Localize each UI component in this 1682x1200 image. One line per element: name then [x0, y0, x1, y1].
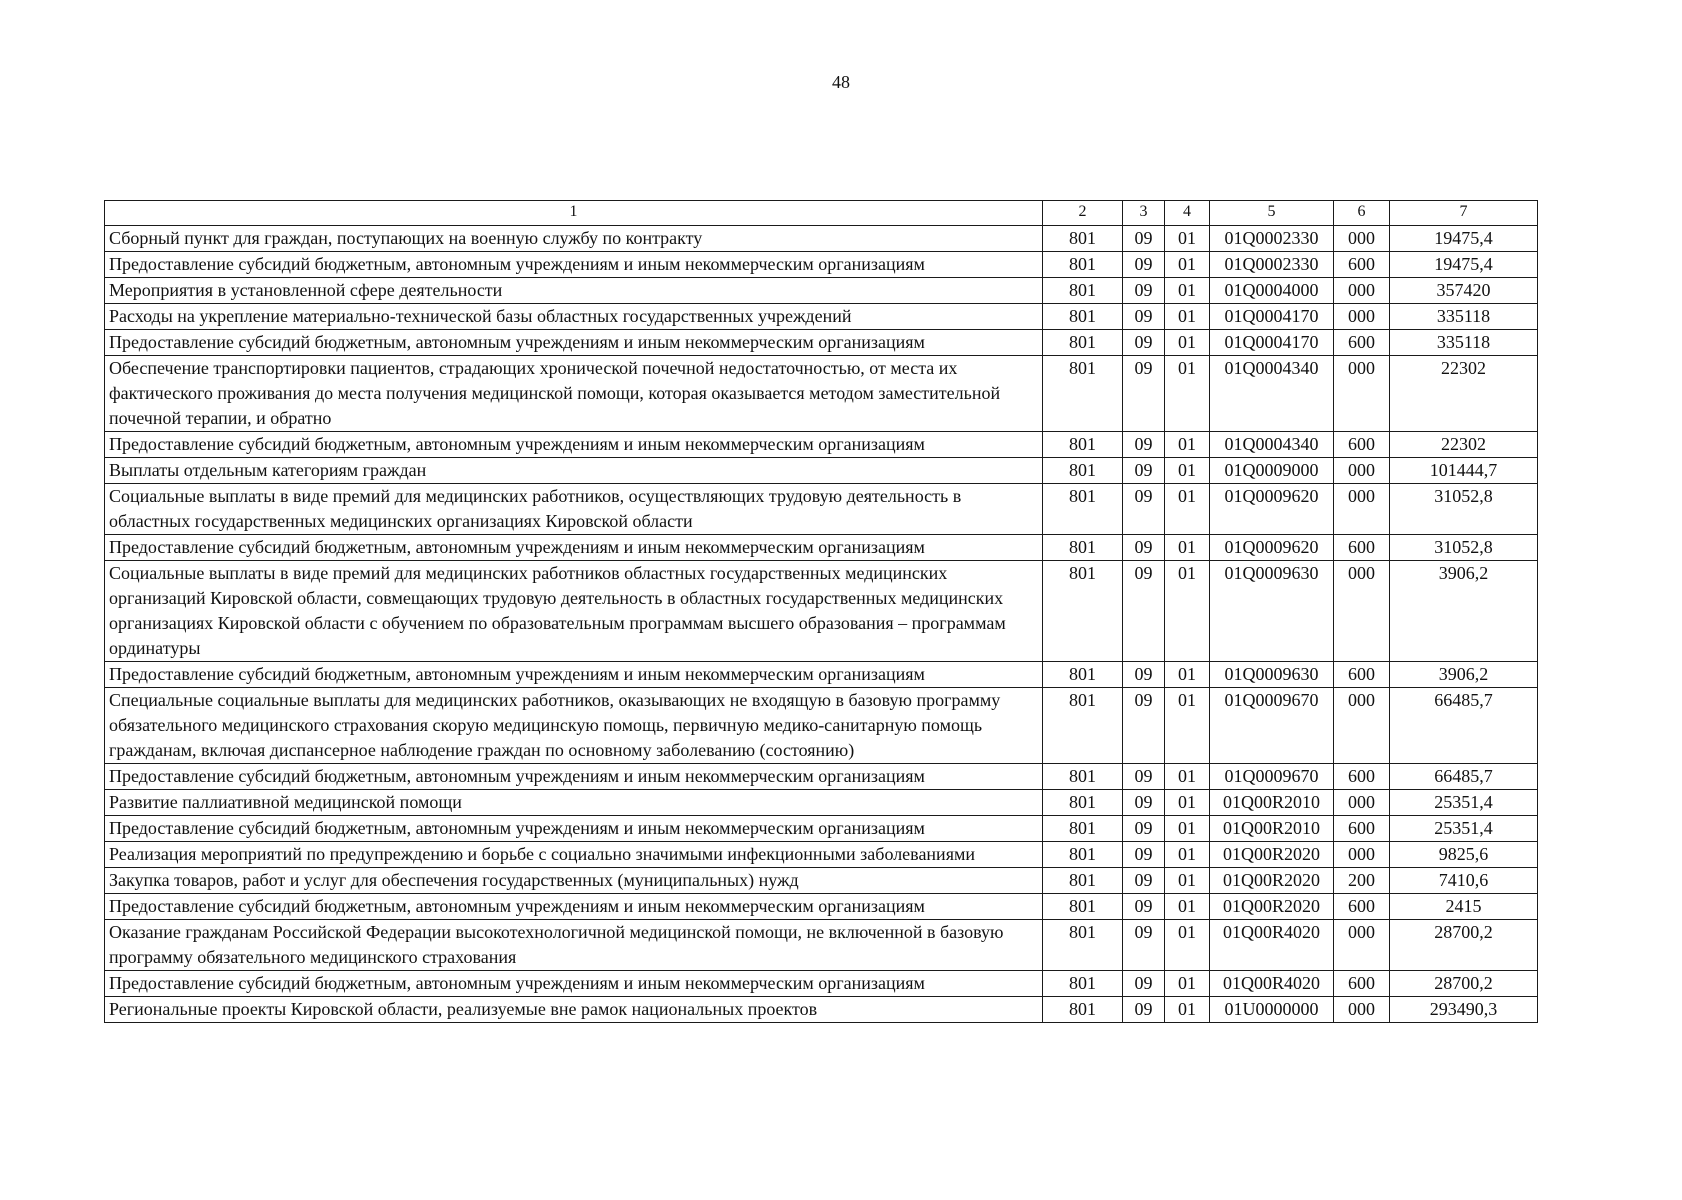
row-col-4: 01 — [1165, 356, 1210, 432]
row-name: Социальные выплаты в виде премий для медицинских работников, осуществляющих трудовую деятельность в областных государственных медицинских организациях Кировской области — [105, 484, 1043, 535]
row-col-2: 801 — [1043, 920, 1123, 971]
row-amount: 9825,6 — [1390, 842, 1538, 868]
row-col-3: 09 — [1123, 484, 1165, 535]
row-col-6: 000 — [1334, 920, 1390, 971]
row-name: Специальные социальные выплаты для медицинских работников, оказывающих не входящую в базовую программу обязательного медицинского страхования скорую медицинскую помощь, первичную медико-санитарную помощь гражданам, включая диспансерное наблюдение граждан по основному заболеванию (состоянию) — [105, 688, 1043, 764]
row-col-3: 09 — [1123, 561, 1165, 662]
row-col-6: 000 — [1334, 226, 1390, 252]
row-amount: 25351,4 — [1390, 790, 1538, 816]
table-row — [105, 868, 1538, 894]
row-col-6: 000 — [1334, 458, 1390, 484]
header-col-5: 5 — [1210, 201, 1334, 226]
row-col-5: 01Q0009670 — [1210, 764, 1334, 790]
row-col-5: 01Q0002330 — [1210, 252, 1334, 278]
row-name: Предоставление субсидий бюджетным, автономным учреждениям и иным некоммерческим организациям — [105, 330, 1043, 356]
row-col-6: 600 — [1334, 894, 1390, 920]
row-col-5: 01Q0009630 — [1210, 561, 1334, 662]
row-col-2: 801 — [1043, 356, 1123, 432]
row-col-4: 01 — [1165, 278, 1210, 304]
row-col-4: 01 — [1165, 458, 1210, 484]
table-body — [105, 226, 1538, 1023]
row-amount: 22302 — [1390, 432, 1538, 458]
header-col-3: 3 — [1123, 201, 1165, 226]
row-amount: 31052,8 — [1390, 535, 1538, 561]
row-col-2: 801 — [1043, 458, 1123, 484]
header-col-4: 4 — [1165, 201, 1210, 226]
row-col-5: 01Q0004000 — [1210, 278, 1334, 304]
row-name: Выплаты отдельным категориям граждан — [105, 458, 1043, 484]
header-row — [105, 201, 1538, 226]
table-header — [105, 201, 1538, 226]
header-col-2: 2 — [1043, 201, 1123, 226]
table-row — [105, 997, 1538, 1023]
row-col-2: 801 — [1043, 304, 1123, 330]
row-col-4: 01 — [1165, 894, 1210, 920]
row-col-3: 09 — [1123, 971, 1165, 997]
row-col-5: 01Q00R2010 — [1210, 816, 1334, 842]
row-amount: 357420 — [1390, 278, 1538, 304]
row-col-5: 01Q00R4020 — [1210, 971, 1334, 997]
row-name: Предоставление субсидий бюджетным, автономным учреждениям и иным некоммерческим организациям — [105, 971, 1043, 997]
row-col-5: 01Q0004340 — [1210, 432, 1334, 458]
row-col-6: 000 — [1334, 278, 1390, 304]
row-col-6: 000 — [1334, 484, 1390, 535]
row-col-2: 801 — [1043, 226, 1123, 252]
table-row — [105, 764, 1538, 790]
row-col-6: 600 — [1334, 535, 1390, 561]
row-col-5: 01Q0009670 — [1210, 688, 1334, 764]
table-row — [105, 535, 1538, 561]
row-col-6: 200 — [1334, 868, 1390, 894]
row-name: Предоставление субсидий бюджетным, автономным учреждениям и иным некоммерческим организациям — [105, 894, 1043, 920]
row-amount: 3906,2 — [1390, 561, 1538, 662]
row-col-5: 01Q00R4020 — [1210, 920, 1334, 971]
row-col-3: 09 — [1123, 842, 1165, 868]
row-col-3: 09 — [1123, 920, 1165, 971]
table-row — [105, 842, 1538, 868]
row-col-3: 09 — [1123, 278, 1165, 304]
row-col-3: 09 — [1123, 304, 1165, 330]
row-col-4: 01 — [1165, 997, 1210, 1023]
row-col-2: 801 — [1043, 790, 1123, 816]
row-col-6: 000 — [1334, 304, 1390, 330]
row-col-2: 801 — [1043, 330, 1123, 356]
page-number: 48 — [832, 72, 850, 92]
table-row — [105, 226, 1538, 252]
table-row — [105, 304, 1538, 330]
row-amount: 101444,7 — [1390, 458, 1538, 484]
row-name: Оказание гражданам Российской Федерации высокотехнологичной медицинской помощи, не включенной в базовую программу обязательного медицинского страхования — [105, 920, 1043, 971]
row-col-3: 09 — [1123, 997, 1165, 1023]
row-col-5: 01Q0009620 — [1210, 484, 1334, 535]
row-col-6: 000 — [1334, 842, 1390, 868]
row-amount: 28700,2 — [1390, 971, 1538, 997]
row-col-4: 01 — [1165, 764, 1210, 790]
row-col-3: 09 — [1123, 252, 1165, 278]
row-col-3: 09 — [1123, 688, 1165, 764]
row-col-2: 801 — [1043, 484, 1123, 535]
row-col-4: 01 — [1165, 971, 1210, 997]
row-name: Закупка товаров, работ и услуг для обеспечения государственных (муниципальных) нужд — [105, 868, 1043, 894]
row-col-4: 01 — [1165, 252, 1210, 278]
row-col-6: 600 — [1334, 816, 1390, 842]
row-amount: 3906,2 — [1390, 662, 1538, 688]
row-col-5: 01Q0009620 — [1210, 535, 1334, 561]
table-row — [105, 330, 1538, 356]
row-col-2: 801 — [1043, 868, 1123, 894]
row-col-6: 600 — [1334, 971, 1390, 997]
row-col-4: 01 — [1165, 432, 1210, 458]
row-col-3: 09 — [1123, 330, 1165, 356]
header-col-6: 6 — [1334, 201, 1390, 226]
row-amount: 7410,6 — [1390, 868, 1538, 894]
row-col-2: 801 — [1043, 252, 1123, 278]
row-amount: 293490,3 — [1390, 997, 1538, 1023]
row-col-3: 09 — [1123, 535, 1165, 561]
row-col-4: 01 — [1165, 304, 1210, 330]
row-col-2: 801 — [1043, 278, 1123, 304]
row-col-5: 01Q0009000 — [1210, 458, 1334, 484]
table-row — [105, 971, 1538, 997]
row-amount: 25351,4 — [1390, 816, 1538, 842]
row-col-6: 600 — [1334, 330, 1390, 356]
row-col-6: 600 — [1334, 252, 1390, 278]
row-col-3: 09 — [1123, 764, 1165, 790]
row-col-4: 01 — [1165, 226, 1210, 252]
row-name: Реализация мероприятий по предупреждению и борьбе с социально значимыми инфекционными заболеваниями — [105, 842, 1043, 868]
table-row — [105, 920, 1538, 971]
row-col-3: 09 — [1123, 356, 1165, 432]
row-amount: 2415 — [1390, 894, 1538, 920]
row-col-4: 01 — [1165, 561, 1210, 662]
table-row — [105, 484, 1538, 535]
row-name: Мероприятия в установленной сфере деятельности — [105, 278, 1043, 304]
row-col-3: 09 — [1123, 458, 1165, 484]
row-name: Региональные проекты Кировской области, реализуемые вне рамок национальных проектов — [105, 997, 1043, 1023]
row-col-6: 600 — [1334, 432, 1390, 458]
row-col-3: 09 — [1123, 226, 1165, 252]
row-name: Предоставление субсидий бюджетным, автономным учреждениям и иным некоммерческим организациям — [105, 432, 1043, 458]
table-row — [105, 894, 1538, 920]
row-col-3: 09 — [1123, 816, 1165, 842]
row-col-2: 801 — [1043, 971, 1123, 997]
table-row — [105, 252, 1538, 278]
row-col-6: 000 — [1334, 688, 1390, 764]
row-amount: 335118 — [1390, 304, 1538, 330]
row-col-5: 01Q00R2020 — [1210, 894, 1334, 920]
row-col-6: 000 — [1334, 356, 1390, 432]
row-amount: 335118 — [1390, 330, 1538, 356]
row-col-6: 000 — [1334, 561, 1390, 662]
row-col-2: 801 — [1043, 662, 1123, 688]
row-col-4: 01 — [1165, 662, 1210, 688]
row-col-4: 01 — [1165, 868, 1210, 894]
row-col-6: 000 — [1334, 790, 1390, 816]
row-col-5: 01Q0004340 — [1210, 356, 1334, 432]
row-amount: 19475,4 — [1390, 226, 1538, 252]
row-name: Социальные выплаты в виде премий для медицинских работников областных государственных медицинских организаций Кировской области, совмещающих трудовую деятельность в областных государственных медицинских организациях Кировской области с обучением по образовательным программам высшего образования – программам ординатуры — [105, 561, 1043, 662]
table-row — [105, 278, 1538, 304]
table-row — [105, 432, 1538, 458]
row-col-5: 01Q0004170 — [1210, 330, 1334, 356]
row-name: Обеспечение транспортировки пациентов, страдающих хронической почечной недостаточностью, от места их фактического проживания до места получения медицинской помощи, которая оказывается методом заместительной почечной терапии, и обратно — [105, 356, 1043, 432]
table-row — [105, 790, 1538, 816]
row-col-4: 01 — [1165, 816, 1210, 842]
row-col-3: 09 — [1123, 894, 1165, 920]
row-col-2: 801 — [1043, 997, 1123, 1023]
budget-table — [104, 200, 1538, 1023]
row-name: Расходы на укрепление материально-технической базы областных государственных учреждений — [105, 304, 1043, 330]
row-name: Сборный пункт для граждан, поступающих на военную службу по контракту — [105, 226, 1043, 252]
row-col-5: 01Q00R2020 — [1210, 868, 1334, 894]
row-amount: 28700,2 — [1390, 920, 1538, 971]
table-row — [105, 356, 1538, 432]
row-amount: 19475,4 — [1390, 252, 1538, 278]
table-row — [105, 662, 1538, 688]
row-col-4: 01 — [1165, 842, 1210, 868]
row-col-2: 801 — [1043, 432, 1123, 458]
table-row — [105, 816, 1538, 842]
row-col-4: 01 — [1165, 330, 1210, 356]
row-col-4: 01 — [1165, 535, 1210, 561]
row-col-5: 01Q00R2010 — [1210, 790, 1334, 816]
row-col-4: 01 — [1165, 920, 1210, 971]
row-col-6: 600 — [1334, 662, 1390, 688]
row-col-2: 801 — [1043, 816, 1123, 842]
header-col-1: 1 — [105, 201, 1043, 226]
row-col-3: 09 — [1123, 790, 1165, 816]
row-col-3: 09 — [1123, 432, 1165, 458]
row-col-2: 801 — [1043, 842, 1123, 868]
row-col-6: 000 — [1334, 997, 1390, 1023]
row-amount: 22302 — [1390, 356, 1538, 432]
row-col-3: 09 — [1123, 868, 1165, 894]
row-name: Предоставление субсидий бюджетным, автономным учреждениям и иным некоммерческим организациям — [105, 764, 1043, 790]
row-col-4: 01 — [1165, 688, 1210, 764]
row-name: Предоставление субсидий бюджетным, автономным учреждениям и иным некоммерческим организациям — [105, 252, 1043, 278]
header-col-7: 7 — [1390, 201, 1538, 226]
row-col-4: 01 — [1165, 790, 1210, 816]
table-row — [105, 561, 1538, 662]
row-name: Предоставление субсидий бюджетным, автономным учреждениям и иным некоммерческим организациям — [105, 816, 1043, 842]
row-col-5: 01Q0009630 — [1210, 662, 1334, 688]
row-amount: 66485,7 — [1390, 688, 1538, 764]
row-col-2: 801 — [1043, 688, 1123, 764]
row-col-4: 01 — [1165, 484, 1210, 535]
row-amount: 31052,8 — [1390, 484, 1538, 535]
row-col-5: 01Q00R2020 — [1210, 842, 1334, 868]
row-name: Развитие паллиативной медицинской помощи — [105, 790, 1043, 816]
row-col-3: 09 — [1123, 662, 1165, 688]
row-col-2: 801 — [1043, 535, 1123, 561]
table-row — [105, 458, 1538, 484]
row-col-2: 801 — [1043, 561, 1123, 662]
row-amount: 66485,7 — [1390, 764, 1538, 790]
row-col-5: 01U0000000 — [1210, 997, 1334, 1023]
row-col-5: 01Q0004170 — [1210, 304, 1334, 330]
row-name: Предоставление субсидий бюджетным, автономным учреждениям и иным некоммерческим организациям — [105, 535, 1043, 561]
row-col-2: 801 — [1043, 764, 1123, 790]
row-name: Предоставление субсидий бюджетным, автономным учреждениям и иным некоммерческим организациям — [105, 662, 1043, 688]
table-row — [105, 688, 1538, 764]
row-col-6: 600 — [1334, 764, 1390, 790]
row-col-5: 01Q0002330 — [1210, 226, 1334, 252]
row-col-2: 801 — [1043, 894, 1123, 920]
